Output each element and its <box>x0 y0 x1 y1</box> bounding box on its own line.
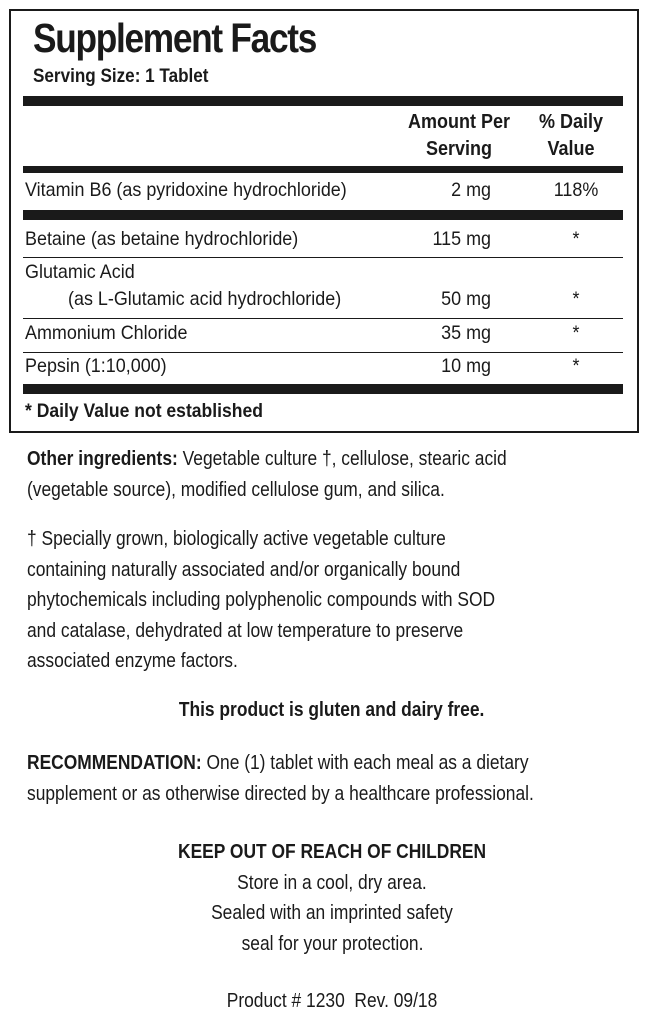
warning-block <box>0 837 664 959</box>
divider-thick <box>23 96 623 106</box>
divider-thick <box>23 210 623 220</box>
nutrient-daily-value: * <box>572 288 580 310</box>
dagger-note-line: containing naturally associated and/or organically bound <box>27 558 461 581</box>
nutrient-amount: 50 mg <box>441 288 491 310</box>
recommendation-line2: supplement or as otherwise directed by a healthcare professional. <box>27 782 534 805</box>
other-ingredients-line1: Vegetable culture †, cellulose, stearic acid <box>182 448 507 470</box>
dagger-note-line: and catalase, dehydrated at low temperature to preserve <box>27 619 464 642</box>
dagger-note-line: † Specially grown, biologically active vegetable culture <box>27 528 446 550</box>
nutrient-name: Betaine (as betaine hydrochloride) <box>25 228 299 250</box>
recommendation <box>27 748 636 809</box>
nutrient-daily-value: * <box>572 355 580 377</box>
recommendation-label: RECOMMENDATION: <box>27 752 202 774</box>
warning-line: Sealed with an imprinted safety <box>211 902 453 924</box>
dagger-note <box>27 524 636 677</box>
nutrient-amount: 2 mg <box>451 179 491 201</box>
dagger-note-line: associated enzyme factors. <box>27 650 238 672</box>
nutrient-daily-value: * <box>572 322 580 344</box>
header-daily-value: % Daily Value <box>538 111 604 160</box>
header-amount: Amount Per Serving <box>407 111 511 160</box>
other-ingredients-line2: (vegetable source), modified cellulose gum, and silica. <box>27 478 445 501</box>
divider-thin <box>23 318 623 319</box>
divider-thick <box>23 384 623 394</box>
daily-value-footnote: * Daily Value not established <box>25 400 263 422</box>
panel-title: Supplement Facts <box>33 15 317 61</box>
nutrient-name: Ammonium Chloride <box>25 322 188 344</box>
divider-thin <box>23 352 623 353</box>
dagger-note-line: phytochemicals including polyphenolic compounds with SOD <box>27 589 496 611</box>
nutrient-name: Pepsin (1:10,000) <box>25 355 167 377</box>
product-code: Product # 1230 Rev. 09/18 <box>226 990 438 1012</box>
gluten-dairy-statement: This product is gluten and dairy free. <box>179 699 485 721</box>
divider-thin <box>23 257 623 258</box>
recommendation-line1: One (1) tablet with each meal as a dietary <box>206 752 529 774</box>
warning-line: seal for your protection. <box>241 932 423 955</box>
warning-line: Store in a cool, dry area. <box>237 871 427 894</box>
supplement-facts-panel <box>9 9 639 433</box>
nutrient-daily-value: * <box>572 228 580 250</box>
nutrient-daily-value: 118% <box>553 179 599 201</box>
nutrient-name: Vitamin B6 (as pyridoxine hydrochloride) <box>25 179 347 201</box>
nutrient-name: Glutamic Acid <box>25 261 135 283</box>
serving-size: Serving Size: 1 Tablet <box>33 66 209 87</box>
divider-medium <box>23 166 623 173</box>
warning-heading: KEEP OUT OF REACH OF CHILDREN <box>177 841 487 863</box>
nutrient-amount: 10 mg <box>441 355 491 377</box>
other-ingredients-label: Other ingredients: <box>27 448 178 470</box>
other-ingredients <box>27 444 636 505</box>
nutrient-amount: 115 mg <box>432 228 491 250</box>
nutrient-name-detail: (as L-Glutamic acid hydrochloride) <box>68 288 342 310</box>
nutrient-amount: 35 mg <box>441 322 491 344</box>
